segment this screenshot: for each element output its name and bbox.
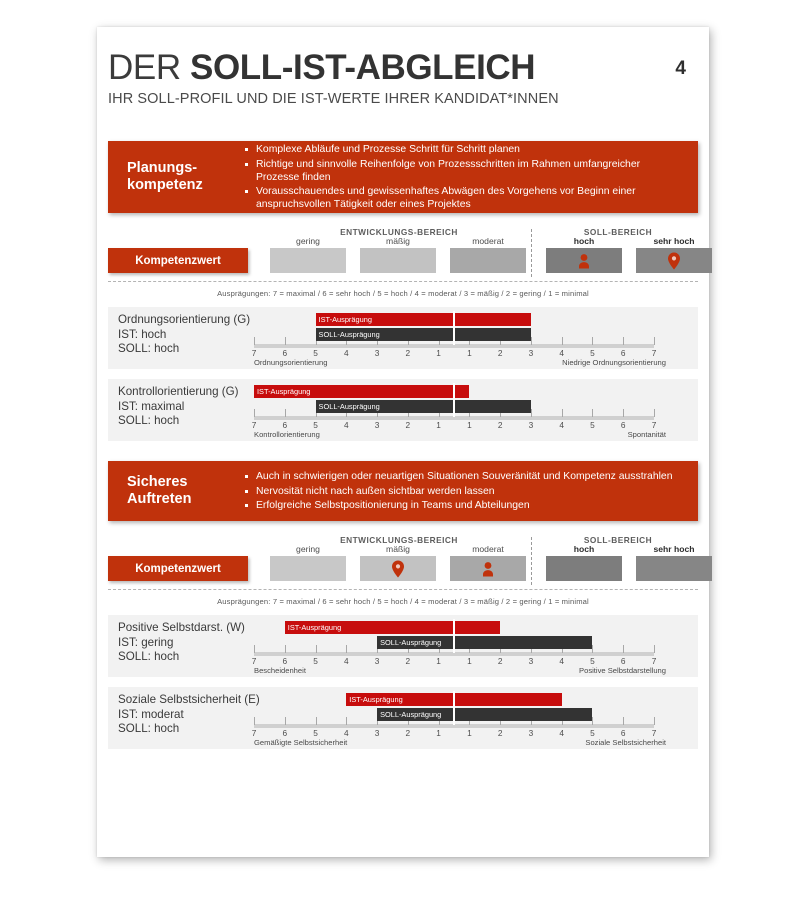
competency-bullet: Erfolgreiche Selbstpositionierung in Teams und Abteilungen [244, 499, 686, 512]
pole-label-left: Ordnungsorientierung [254, 358, 328, 367]
axis-tick-label: 4 [343, 348, 349, 358]
group-label-sollbereich: SOLL-BEREICH [583, 535, 653, 545]
axis-tick-label: 5 [590, 420, 595, 430]
band-cell-label: gering [296, 236, 320, 246]
soll-bar-label: SOLL-Ausprägung [380, 710, 442, 719]
dimension-title: Soziale Selbstsicherheit (E) [118, 693, 260, 706]
ist-bar [254, 385, 469, 398]
axis-tick-label: 7 [651, 728, 657, 738]
competency-title-line1: Sicheres [127, 474, 188, 490]
soll-bar-label: SOLL-Ausprägung [318, 402, 380, 411]
band-cell-box [546, 556, 622, 581]
axis-tick [254, 409, 255, 417]
axis-tick-label: 1 [436, 420, 441, 430]
dimension-row [108, 615, 698, 677]
soll-bar-label: SOLL-Ausprägung [380, 638, 442, 647]
ist-bar-label: IST-Ausprägung [257, 387, 311, 396]
axis-tick-label: 5 [590, 728, 595, 738]
axis-tick [623, 337, 624, 345]
band-cell-mäßig[interactable] [360, 544, 436, 581]
axis-tick-label: 7 [251, 728, 257, 738]
competency-title-line2: kompetenz [127, 177, 203, 193]
axis-tick [623, 717, 624, 725]
pole-label-right: Spontanität [627, 430, 666, 439]
axis-tick-label: 6 [620, 420, 626, 430]
center-divider [453, 311, 455, 345]
document-page [97, 27, 709, 857]
band-bottom-rule [108, 589, 698, 590]
band-bottom-rule [108, 281, 698, 282]
axis-tick [592, 645, 593, 653]
band-cell-gering[interactable] [270, 236, 346, 273]
band-cell-label: gering [296, 544, 320, 554]
axis-tick-label: 2 [405, 656, 411, 666]
competency-bullet: Nervosität nicht nach außen sichtbar werden lassen [244, 485, 686, 498]
axis-tick-label: 4 [559, 656, 564, 666]
axis-tick-label: 6 [282, 656, 288, 666]
axis-tick [254, 337, 255, 345]
axis-tick-label: 4 [559, 728, 564, 738]
band-cell-label: mäßig [386, 236, 410, 246]
axis-tick [254, 645, 255, 653]
axis-tick-label: 7 [651, 348, 657, 358]
pole-label-left: Gemäßigte Selbstsicherheit [254, 738, 348, 747]
band-cell-hoch[interactable] [546, 544, 622, 581]
ist-bar-label: IST-Ausprägung [318, 315, 372, 324]
band-cell-box [546, 248, 622, 273]
band-cell-mäßig[interactable] [360, 236, 436, 273]
pole-label-right: Positive Selbstdarstellung [579, 666, 666, 675]
ist-bar-label: IST-Ausprägung [287, 623, 342, 632]
axis-tick-label: 6 [620, 656, 626, 666]
dimension-soll-value: SOLL: hoch [118, 342, 180, 355]
ist-bar [285, 621, 500, 634]
scale-legend-note: Ausprägungen: 7 = maximal / 6 = sehr hoch / 5 = hoch / 4 = moderat / 3 = mäßig / 2 = gering / 1 = minimal [217, 289, 589, 298]
axis-tick [316, 717, 317, 725]
competency-title [108, 474, 236, 508]
axis-tick-label: 3 [374, 420, 380, 430]
axis-tick [531, 409, 532, 417]
ist-bar [316, 313, 531, 326]
band-cell-label: sehr hoch [653, 544, 695, 554]
band-divider [531, 537, 532, 585]
axis-tick [592, 409, 593, 417]
person-icon [482, 561, 494, 576]
axis-tick [285, 409, 286, 417]
axis-tick-label: 5 [590, 348, 595, 358]
band-cell-box [270, 248, 346, 273]
bipolar-scale-plot [251, 687, 666, 749]
band-cell-label: moderat [472, 236, 504, 246]
axis-tick-label: 7 [651, 420, 657, 430]
pole-label-right: Soziale Selbstsicherheit [585, 738, 666, 747]
band-cell-box [450, 248, 526, 273]
bipolar-scale-plot [251, 615, 666, 677]
axis-tick-label: 2 [497, 348, 503, 358]
axis-tick-label: 6 [620, 348, 626, 358]
dimension-soll-value: SOLL: hoch [118, 722, 180, 735]
axis-tick-label: 1 [436, 656, 441, 666]
dimension-ist-value: IST: maximal [118, 399, 185, 413]
axis-tick [316, 645, 317, 653]
competency-bullet-list [236, 142, 698, 213]
band-cell-label: moderat [472, 544, 504, 554]
band-cell-label: mäßig [386, 544, 410, 554]
band-cell-sehr-hoch[interactable] [636, 236, 712, 273]
axis-tick-label: 6 [282, 728, 288, 738]
competency-bullet-list [236, 469, 698, 514]
axis-tick [592, 337, 593, 345]
dimension-title: Ordnungsorientierung (G) [118, 313, 251, 326]
competency-title [108, 160, 236, 194]
soll-bar [316, 328, 531, 341]
competency-box [108, 141, 698, 213]
center-divider [453, 619, 455, 653]
band-cell-box [450, 556, 526, 581]
axis-tick-label: 7 [251, 656, 257, 666]
axis-tick-label: 4 [343, 656, 349, 666]
page-title [108, 48, 698, 88]
map-pin-icon [392, 560, 404, 577]
competency-bullet: Vorausschauendes und gewissenhaftes Abwägen des Vorgehens vor Beginn einer anspruchsvollen Tätigkeit oder eines Projektes [244, 185, 686, 211]
axis-tick-label: 1 [467, 728, 472, 738]
band-cell-label: sehr hoch [653, 236, 695, 246]
dimension-title: Positive Selbstdarst. (W) [118, 621, 245, 634]
dimension-row [108, 307, 698, 369]
axis-tick [531, 337, 532, 345]
axis-tick-label: 4 [343, 728, 349, 738]
competency-bullet: Richtige und sinnvolle Reihenfolge von Prozessschritten im Rahmen umfangreicher Prozesse finden [244, 158, 686, 184]
axis-tick-label: 6 [620, 728, 626, 738]
competency-title-line2: Auftreten [127, 491, 192, 507]
axis-tick-label: 1 [436, 728, 441, 738]
axis-tick-label: 7 [651, 656, 657, 666]
band-cell-hoch[interactable] [546, 236, 622, 273]
dimension-row [108, 379, 698, 441]
axis-tick-label: 2 [497, 728, 503, 738]
axis-tick-label: 5 [313, 420, 318, 430]
band-cell-gering[interactable] [270, 544, 346, 581]
person-icon [578, 253, 590, 268]
axis-tick-label: 3 [528, 728, 534, 738]
kompetenzwert-band [108, 227, 698, 283]
axis-tick-label: 1 [467, 420, 472, 430]
band-cell-box [270, 556, 346, 581]
axis-tick-label: 3 [374, 656, 380, 666]
axis-tick-label: 5 [590, 656, 595, 666]
axis-tick [654, 337, 655, 345]
pole-label-left: Bescheidenheit [254, 666, 306, 675]
dimension-ist-value: IST: hoch [118, 327, 167, 341]
band-cell-moderat[interactable] [450, 544, 526, 581]
competency-bullet: Komplexe Abläufe und Prozesse Schritt für Schritt planen [244, 143, 686, 156]
axis-tick-label: 2 [405, 420, 411, 430]
axis-tick [562, 409, 563, 417]
soll-bar-label: SOLL-Ausprägung [318, 330, 380, 339]
kompetenzwert-label: Kompetenzwert [108, 556, 248, 581]
axis-tick [285, 337, 286, 345]
axis-tick-label: 3 [528, 348, 534, 358]
dimension-soll-value: SOLL: hoch [118, 414, 180, 427]
dimension-soll-value: SOLL: hoch [118, 650, 180, 663]
dimension-ist-value: IST: moderat [118, 707, 184, 721]
axis-tick-label: 1 [436, 348, 441, 358]
title-bold: SOLL-IST-ABGLEICH [190, 48, 536, 87]
soll-bar [316, 400, 531, 413]
competency-title-line1: Planungs- [127, 160, 198, 176]
axis-tick-label: 6 [282, 420, 288, 430]
center-divider [453, 691, 455, 725]
axis-tick [592, 717, 593, 725]
axis-tick-label: 4 [559, 420, 564, 430]
axis-tick-label: 4 [559, 348, 564, 358]
axis-tick-label: 2 [405, 348, 411, 358]
axis-tick-label: 4 [343, 420, 349, 430]
kompetenzwert-label: Kompetenzwert [108, 248, 248, 273]
axis-tick [346, 645, 347, 653]
bipolar-scale-plot [251, 379, 666, 441]
axis-tick [346, 717, 347, 725]
group-label-entwicklungsbereich: ENTWICKLUNGS-BEREICH [340, 535, 458, 545]
axis-tick-label: 3 [528, 420, 534, 430]
axis-tick-label: 7 [251, 420, 257, 430]
map-pin-icon [668, 252, 680, 269]
axis-tick-label: 1 [467, 656, 472, 666]
axis-tick-label: 2 [497, 420, 503, 430]
band-cell-sehr-hoch[interactable] [636, 544, 712, 581]
band-cell-box [636, 556, 712, 581]
axis-tick [623, 409, 624, 417]
axis-tick [285, 645, 286, 653]
band-cell-label: hoch [573, 544, 595, 554]
axis-tick-label: 7 [251, 348, 257, 358]
band-cell-box [360, 556, 436, 581]
title-light: DER [108, 48, 191, 87]
center-divider [453, 383, 455, 417]
axis-tick-label: 3 [374, 348, 380, 358]
dimension-row [108, 687, 698, 749]
band-cell-label: hoch [573, 236, 595, 246]
page-subtitle: IHR SOLL-PROFIL UND DIE IST-WERTE IHRER KANDIDAT*INNEN [108, 91, 559, 107]
band-cell-box [360, 248, 436, 273]
axis-tick-label: 6 [282, 348, 288, 358]
band-cell-box [636, 248, 712, 273]
competency-box [108, 461, 698, 521]
axis-tick [562, 337, 563, 345]
dimension-title: Kontrollorientierung (G) [118, 385, 239, 398]
kompetenzwert-band [108, 535, 698, 591]
axis-tick-label: 5 [313, 348, 318, 358]
soll-bar [377, 636, 592, 649]
axis-tick [254, 717, 255, 725]
axis-tick [623, 645, 624, 653]
group-label-sollbereich: SOLL-BEREICH [583, 227, 653, 237]
competency-bullet: Auch in schwierigen oder neuartigen Situationen Souveränität und Kompetenz ausstrahlen [244, 470, 686, 483]
axis-tick-label: 3 [528, 656, 534, 666]
axis-tick [285, 717, 286, 725]
axis-tick-label: 2 [405, 728, 411, 738]
band-cell-moderat[interactable] [450, 236, 526, 273]
axis-tick-label: 5 [313, 656, 318, 666]
axis-tick [654, 717, 655, 725]
pole-label-left: Kontrollorientierung [254, 430, 320, 439]
pole-label-right: Niedrige Ordnungsorientierung [562, 358, 666, 367]
axis-tick-label: 5 [313, 728, 318, 738]
page-content [97, 27, 709, 857]
axis-tick-label: 3 [374, 728, 380, 738]
axis-tick-label: 2 [497, 656, 503, 666]
dimension-ist-value: IST: gering [118, 635, 174, 649]
band-divider [531, 229, 532, 277]
bipolar-scale-plot [251, 307, 666, 369]
axis-tick [654, 409, 655, 417]
axis-tick [654, 645, 655, 653]
page-header [108, 48, 698, 107]
page-number: 4 [675, 58, 686, 79]
ist-bar-label: IST-Ausprägung [349, 695, 403, 704]
scale-legend-note: Ausprägungen: 7 = maximal / 6 = sehr hoch / 5 = hoch / 4 = moderat / 3 = mäßig / 2 = gering / 1 = minimal [217, 597, 589, 606]
axis-tick-label: 1 [467, 348, 472, 358]
group-label-entwicklungsbereich: ENTWICKLUNGS-BEREICH [340, 227, 458, 237]
soll-bar [377, 708, 592, 721]
